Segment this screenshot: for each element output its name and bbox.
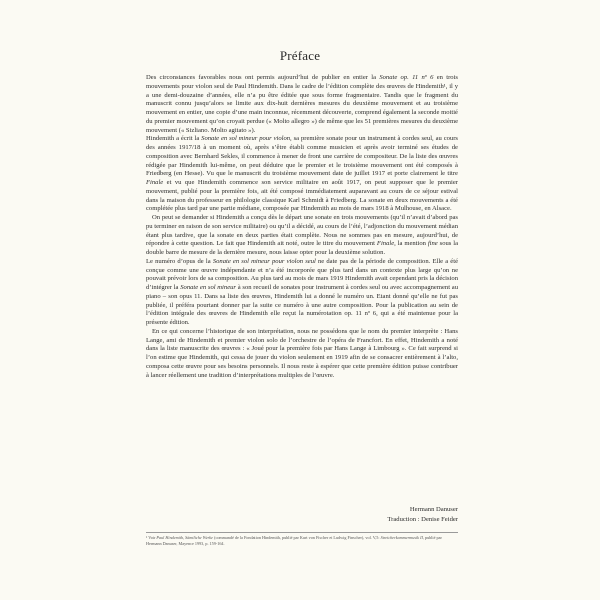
text-run: (commandé de la Fondation Hindemith, publié par Kurt von Fischer et Ludwig Finscher), vol. V,5: bbox=[213, 535, 381, 540]
paragraph bbox=[146, 214, 458, 258]
text-run: Hindemith a écrit la bbox=[146, 135, 202, 143]
italic-run: Paul Hindemith, Sämtliche Werke bbox=[156, 535, 214, 540]
text-run: en trois mouvements pour violon seul de Paul Hindemith. Dans le cadre de l’édition complète des œuvres de Hindemith¹, il y a une demi-douzaine d’années, elle n’a pu être éditée que sous forme fragmentaire. Tandis que le fragment du manuscrit connu jusqu’alors se limite aux dix-huit dernières mesures du deuxième mouvement et au troisième mouvement en entier, une copie d’une main inconnue, récemment découverte, comprend également la seconde moitié du premier mouvement qu’on croyait perdue (« Molto allegro ») de même que les 51 premières mesures du deuxième mouvement (« Sizliano. Molto agitato »). bbox=[146, 74, 458, 134]
footnote bbox=[146, 535, 458, 547]
preface-body bbox=[146, 74, 458, 380]
text-run: En ce qui concerne l’historique de son interprétation, nous ne possédons que le nom du premier interprète : Hans Lange, ami de Hindemith et premier violon solo de l’orchestre de l’opéra de Francfort. En effet, Hindemith a noté dans la liste manuscrite des œuvres : « Joué pour la première fois par Hans Lange à Limbourg ». Ce fait surprend si l’on estime que Hindemith, qui cessa de jouer du violon seulement en 1919 afin de se consacrer entièrement à l’alto, composa cette œuvre pour ses besoins personnels. Il nous reste à espérer que cette première édition puisse contribuer à lancer réellement une tradition d’interprétations multiples de l’œuvre. bbox=[146, 327, 458, 379]
italic-run: Streicherkammermusik II bbox=[380, 535, 423, 540]
italic-run: Sonate en sol mineur pour violon bbox=[201, 135, 291, 143]
text-run: Des circonstances favorables nous ont permis aujourd’hui de publier en entier la bbox=[146, 74, 380, 81]
italic-run: Sonate en sol mineur pour violon seul bbox=[212, 257, 316, 265]
text-run: sous la double barre de mesure de la dernière mesure, nous laisse opter pour la deuxième solution. bbox=[146, 240, 459, 256]
italic-run: Finale bbox=[376, 240, 395, 248]
text-run: On peut se demander si Hindemith a conçu dès le départ une sonate en trois mouvements (qu’il n’avait d’abord pas pu terminer en raison de son service militaire) ou qu’il a décidé, au cours de l’été, l’adjonction du mouvement médian étant plus tardive, que la sonate en deux parties était complète. Nous ne sommes pas en mesure, aujourd’hui, de répondre à cette question. Le fait que Hindemith ait noté, outre le titre du mouvement bbox=[146, 214, 458, 248]
page-title: Préface bbox=[279, 48, 321, 63]
text-run: , la mention bbox=[394, 240, 428, 248]
translator-credit: Traduction : Denise Feider bbox=[387, 515, 458, 523]
text-run: , sa première sonate pour un instrument à cordes seul, au cours des années 1917/18 à un moment où, après s’être établi comme musicien et après avoir terminé ses études de composition avec Bernhard Sekles, il commence à mener de front une carrière de compositeur. De la liste des œuvres rédigée par Hindemith lui-même, on peut déduire que le premier et le troisième mouvement ont été composés à Friedberg (en Hesse). Vu que le manuscrit du troisième mouvement date de juillet 1917 et porte clairement le titre bbox=[146, 135, 458, 178]
paragraph bbox=[146, 74, 458, 135]
author-name: Hermann Danuser bbox=[409, 506, 458, 513]
text-run: ne date pas de la période de composition. Elle a été conçue comme une œuvre indépendante et n’a été incorporée que plus tard dans un contexte plus large qu’on ne pouvait prévoir lors de sa composition. Au plus tard au mois de mars 1919 Hindemith avait cependant pris la décision d’intégrer la bbox=[146, 257, 458, 291]
italic-run: Finale bbox=[146, 179, 164, 186]
paragraph bbox=[146, 328, 458, 381]
text-run: et vu que Hindemith commence son service militaire en août 1917, on peut supposer que le premier mouvement, publié pour la première fois, ait été composé immédiatement auparavant au cours de ce séjour estival dans la maison du professeur en philologie classique Karl Schmidt à Friedberg. La sonate en deux mouvements a été complétée plus tard par une partie médiane, composée par Hindemith au mois de mars 1918 à Mulhouse, en Alsace. bbox=[146, 179, 458, 213]
italic-run: fine bbox=[427, 240, 438, 248]
text-run: ¹ Voir bbox=[146, 535, 157, 540]
italic-run: Sonate en sol mineur bbox=[180, 284, 236, 291]
text-run: , publié par Hermann Danuser, Mayence 1993, p. 159-164. bbox=[146, 535, 442, 546]
paragraph bbox=[146, 135, 458, 214]
text-run: Le numéro d’opus de la bbox=[146, 257, 213, 265]
footnote-divider bbox=[146, 532, 458, 533]
text-run: à son recueil de sonates pour instrument à cordes seul ou avec accompagnement au piano – son opus 11. Dans sa liste des œuvres, Hindemith lui a donné le numéro un. Etant donné qu’elle ne fut pas publiée, il préféra pourtant donner par la suite ce numéro à une autre composition. Pour la publication au sein de l’édition intégrale des œuvres de Hindemith elle reçut la numérotation op. 11 nº 6, qui a été maintenue pour la présente édition. bbox=[146, 284, 458, 326]
paragraph bbox=[146, 258, 458, 328]
signature-block bbox=[387, 505, 458, 524]
italic-run: Sonate op. 11 nº 6 bbox=[379, 74, 434, 81]
